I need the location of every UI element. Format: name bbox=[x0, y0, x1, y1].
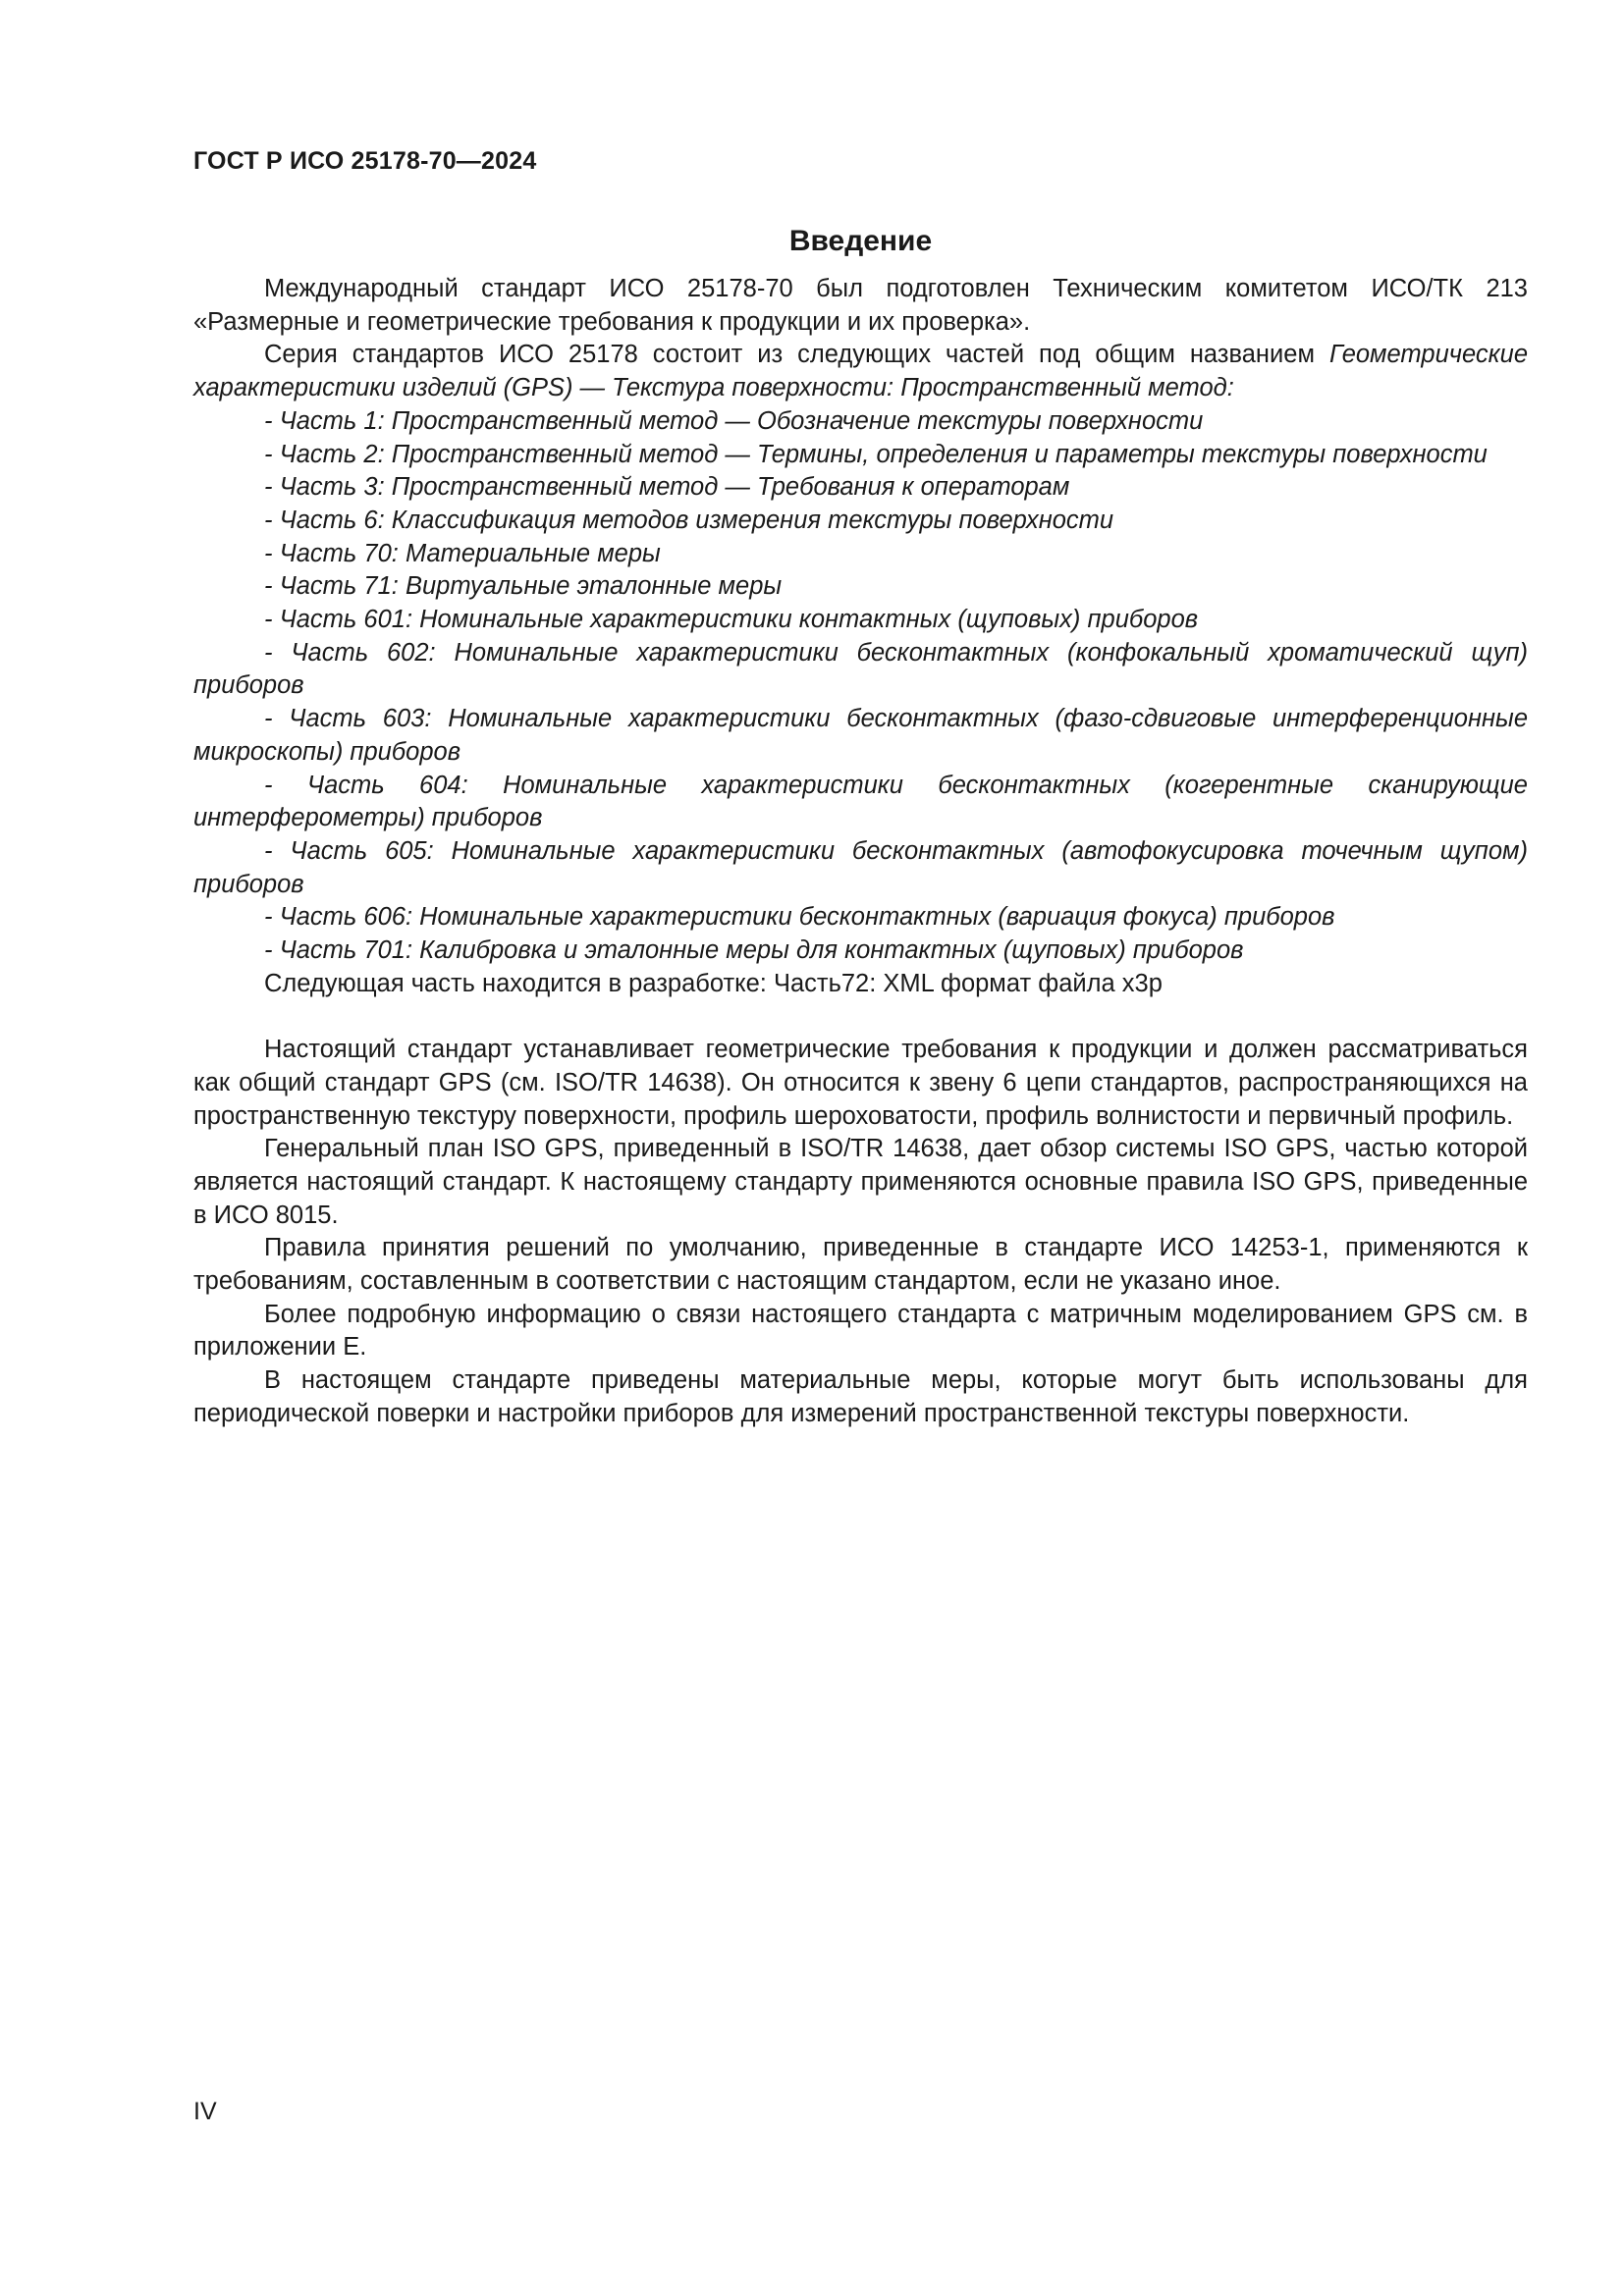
part-list-item: - Часть 3: Пространственный метод — Требования к операторам bbox=[264, 473, 1070, 502]
intro-paragraph-2 bbox=[193, 339, 1528, 404]
page-number: IV bbox=[193, 2098, 217, 2125]
body-paragraph: Настоящий стандарт устанавливает геометрические требования к продукции и должен рассматриваться как общий стандарт GPS (см. ISO/TR 14638). Он относится к звену 6 цепи стандартов, распространяющихся на пространственную текстуру поверхности, профиль шероховатости, профиль волнистости и первичный профиль. bbox=[193, 1036, 1528, 1130]
part-list-item: - Часть 604: Номинальные характеристики бесконтактных (когерентные сканирующие интерферометры) приборов bbox=[193, 771, 1528, 832]
body-paragraph: Генеральный план ISO GPS, приведенный в ISO/TR 14638, дает обзор системы ISO GPS, частью которой является настоящий стандарт. К настоящему стандарту применяются основные правила ISO GPS, приведенные в ИСО 8015. bbox=[193, 1135, 1528, 1229]
series-title: Геометрические характеристики изделий (GPS) — Текстура поверхности: Пространственный метод: bbox=[193, 341, 1528, 402]
part-list-item: - Часть 1: Пространственный метод — Обозначение текстуры поверхности bbox=[264, 406, 1204, 435]
document-body bbox=[193, 222, 1528, 1431]
part-list-item: - Часть 602: Номинальные характеристики бесконтактных (конфокальный хроматический щуп) приборов bbox=[193, 638, 1528, 700]
body-paragraph: Более подробную информацию о связи настоящего стандарта с матричным моделированием GPS см. в приложении E. bbox=[193, 1300, 1528, 1362]
part-list-item: - Часть 606: Номинальные характеристики бесконтактных (вариация фокуса) приборов bbox=[264, 903, 1335, 932]
body-paragraph: Правила принятия решений по умолчанию, приведенные в стандарте ИСО 14253-1, применяются к требованиям, составленным в соответствии с настоящим стандартом, если не указано иное. bbox=[193, 1234, 1528, 1296]
paragraph-gap bbox=[193, 1000, 1528, 1034]
intro-paragraph-2-text: Серия стандартов ИСО 25178 состоит из следующих частей под общим названием bbox=[264, 341, 1329, 369]
part-list-item: - Часть 605: Номинальные характеристики бесконтактных (автофокусировка точечным щупом) приборов bbox=[193, 836, 1528, 898]
part-list-item: - Часть 71: Виртуальные эталонные меры bbox=[264, 572, 783, 601]
part-list-item: - Часть 601: Номинальные характеристики контактных (щуповых) приборов bbox=[264, 606, 1199, 634]
in-development-note: Следующая часть находится в разработке: Часть72: XML формат файла x3p bbox=[264, 969, 1163, 997]
document-code: ГОСТ Р ИСО 25178-70—2024 bbox=[193, 147, 537, 175]
part-list-item: - Часть 70: Материальные меры bbox=[264, 539, 661, 567]
part-list-item: - Часть 603: Номинальные характеристики бесконтактных (фазо-сдвиговые интерференционные микроскопы) приборов bbox=[193, 705, 1528, 766]
intro-paragraph-1: Международный стандарт ИСО 25178-70 был подготовлен Техническим комитетом ИСО/ТК 213 «Размерные и геометрические требования к продукции и их проверка». bbox=[193, 275, 1528, 336]
part-list-item: - Часть 2: Пространственный метод — Термины, определения и параметры текстуры поверхности bbox=[264, 440, 1488, 468]
body-paragraph: В настоящем стандарте приведены материальные меры, которые могут быть использованы для периодической поверки и настройки приборов для измерений пространственной текстуры поверхности. bbox=[193, 1366, 1528, 1427]
section-title: Введение bbox=[788, 225, 933, 257]
part-list-item: - Часть 6: Классификация методов измерения текстуры поверхности bbox=[264, 506, 1114, 534]
part-list-item: - Часть 701: Калибровка и эталонные меры для контактных (щуповых) приборов bbox=[264, 936, 1244, 965]
